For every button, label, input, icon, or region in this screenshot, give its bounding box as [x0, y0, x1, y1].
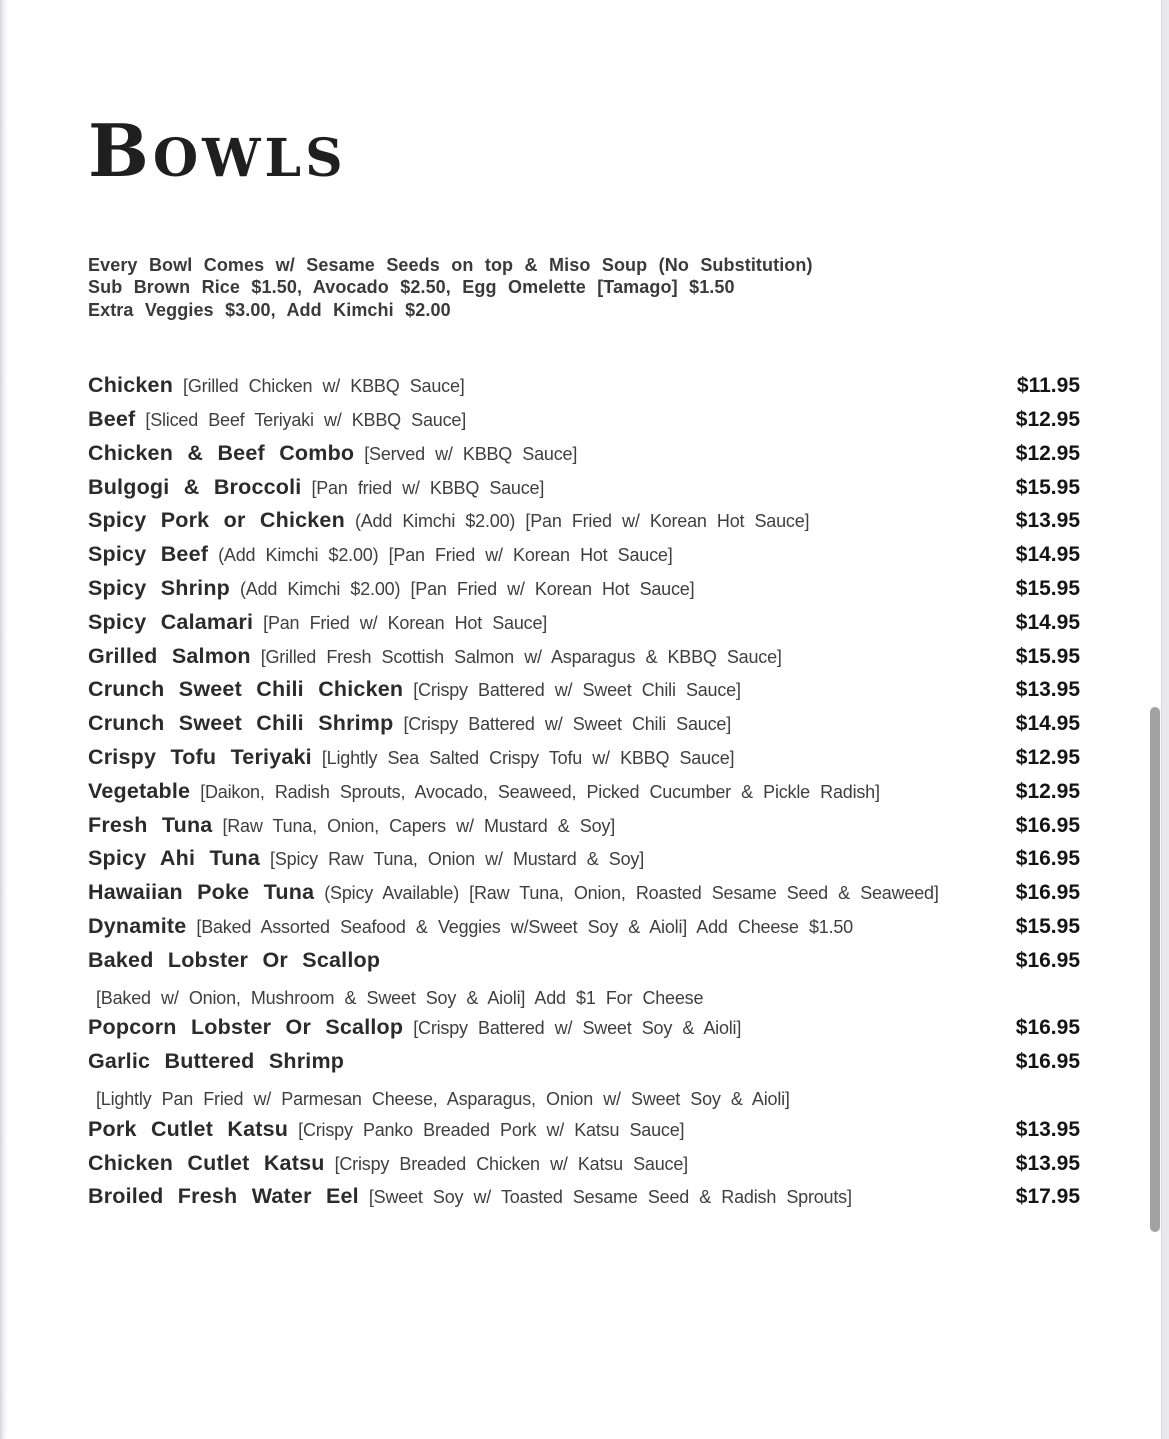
- item-description: (Add Kimchi $2.00) [Pan Fried w/ Korean Hot Sauce]: [240, 579, 695, 599]
- vertical-scrollbar-thumb[interactable]: [1150, 707, 1160, 1232]
- item-name: Chicken: [88, 373, 174, 398]
- item-description: (Spicy Available) [Raw Tuna, Onion, Roasted Sesame Seed & Seaweed]: [324, 883, 939, 904]
- item-name: Crunch Sweet Chili Chicken: [88, 677, 404, 702]
- menu-item-row: [88, 542, 1080, 576]
- item-description: [Raw Tuna, Onion, Capers w/ Mustard & Soy]: [222, 815, 616, 836]
- menu-item-row: [88, 948, 1080, 982]
- menu-item-row: [88, 1117, 1080, 1151]
- menu-item-row: [88, 576, 1080, 610]
- item-name: Pork Cutlet Katsu: [88, 1116, 289, 1141]
- item-name: Vegetable: [88, 778, 191, 803]
- item-description-continued: [Baked w/ Onion, Mushroom & Sweet Soy & Aioli] Add $1 For Cheese: [96, 987, 704, 1008]
- menu-item-row: [88, 508, 1080, 542]
- page-title-initial: B: [88, 108, 153, 193]
- item-name: Chicken & Beef Combo: [88, 440, 355, 465]
- item-price: $16.95: [1015, 881, 1080, 905]
- item-price: $16.95: [1015, 1050, 1080, 1074]
- item-name: Fresh Tuna: [88, 812, 213, 837]
- item-description: [Crispy Battered w/ Sweet Soy & Aioli]: [413, 1018, 742, 1039]
- item-price: $12.95: [1015, 441, 1080, 465]
- item-price: $12.95: [1015, 745, 1080, 769]
- item-description: [Crispy Panko Breaded Pork w/ Katsu Sauce]: [298, 1119, 685, 1140]
- item-description: [Served w/ KBBQ Sauce]: [364, 443, 578, 464]
- item-price: $16.95: [1015, 1016, 1080, 1040]
- menu-item-row: [88, 677, 1080, 711]
- item-name: Dynamite: [88, 913, 187, 938]
- menu-item-row: [88, 610, 1080, 644]
- menu-notes-line: Sub Brown Rice $1.50, Avocado $2.50, Egg Omelette [Tamago] $1.50: [88, 277, 735, 298]
- item-description: [Daikon, Radish Sprouts, Avocado, Seaweed, Picked Cucumber & Pickle Radish]: [200, 781, 880, 802]
- item-name: Crispy Tofu Teriyaki: [88, 744, 312, 769]
- menu-notes-line: Every Bowl Comes w/ Sesame Seeds on top & Miso Soup (No Substitution): [88, 255, 813, 275]
- item-description: [Crispy Battered w/ Sweet Chili Sauce]: [413, 680, 741, 701]
- page-title: [88, 108, 1080, 200]
- menu-item-row: [88, 644, 1080, 678]
- menu-notes: [88, 254, 1080, 321]
- item-description: [Sweet Soy w/ Toasted Sesame Seed & Radish Sprouts]: [368, 1187, 852, 1208]
- menu-item-row: [88, 846, 1080, 880]
- item-description-continued: [Lightly Pan Fried w/ Parmesan Cheese, Asparagus, Onion w/ Sweet Soy & Aioli]: [96, 1088, 790, 1109]
- menu-item-row: [88, 373, 1080, 407]
- item-description: [Spicy Raw Tuna, Onion w/ Mustard & Soy]: [270, 849, 644, 870]
- menu-notes-line: Extra Veggies $3.00, Add Kimchi $2.00: [88, 299, 451, 320]
- menu-item-row: [88, 1049, 1080, 1083]
- menu-item-row: [88, 475, 1080, 509]
- item-description: [Pan fried w/ KBBQ Sauce]: [311, 477, 545, 498]
- item-description: [Baked Assorted Seafood & Veggies w/Sweet Soy & Aioli] Add Cheese $1.50: [196, 916, 853, 937]
- item-name: Hawaiian Poke Tuna: [88, 880, 315, 905]
- item-price: $15.95: [1015, 577, 1080, 600]
- menu-item-row: [88, 1151, 1080, 1185]
- item-price: $16.95: [1015, 813, 1080, 837]
- item-name: Beef: [88, 407, 136, 432]
- item-description: [Sliced Beef Teriyaki w/ KBBQ Sauce]: [145, 410, 467, 431]
- menu-item-row: [88, 1184, 1080, 1218]
- item-description: (Add Kimchi $2.00) [Pan Fried w/ Korean Hot Sauce]: [218, 545, 673, 566]
- page-title-rest: OWLS: [152, 128, 347, 189]
- item-description: (Add Kimchi $2.00) [Pan Fried w/ Korean Hot Sauce]: [354, 511, 810, 532]
- item-price: $16.95: [1015, 948, 1080, 972]
- item-name: Crunch Sweet Chili Shrimp: [88, 711, 394, 736]
- menu-content: [88, 0, 1080, 1218]
- item-name: Grilled Salmon: [88, 643, 251, 668]
- item-name: Popcorn Lobster Or Scallop: [88, 1015, 404, 1040]
- item-name: Spicy Calamari: [88, 609, 254, 634]
- item-description: [Crispy Breaded Chicken w/ Katsu Sauce]: [334, 1153, 688, 1174]
- item-price: $16.95: [1015, 847, 1080, 871]
- item-name: Broiled Fresh Water Eel: [88, 1184, 359, 1209]
- item-price: $13.95: [1015, 1151, 1080, 1175]
- item-description: [Lightly Sea Salted Crispy Tofu w/ KBBQ Sauce]: [321, 747, 735, 768]
- item-price: $14.95: [1015, 712, 1080, 736]
- item-price: $13.95: [1015, 509, 1080, 533]
- item-description: [Grilled Chicken w/ KBBQ Sauce]: [183, 376, 465, 397]
- item-description: [Crispy Battered w/ Sweet Chili Sauce]: [403, 714, 731, 735]
- menu-item-row: [88, 880, 1080, 914]
- item-price: $15.95: [1015, 644, 1080, 668]
- item-price: $17.95: [1015, 1185, 1080, 1209]
- menu-item-row: [88, 441, 1080, 475]
- menu-item-row: [88, 745, 1080, 779]
- item-price: $13.95: [1015, 1117, 1080, 1141]
- item-price: $14.95: [1015, 610, 1080, 634]
- item-price: $12.95: [1015, 779, 1080, 803]
- item-price: $15.95: [1015, 914, 1080, 938]
- page-left-edge: [0, 0, 7, 1439]
- menu-item-row: [88, 407, 1080, 441]
- item-description: [Pan Fried w/ Korean Hot Sauce]: [263, 612, 548, 633]
- menu-item-row: [88, 813, 1080, 847]
- item-description: [Grilled Fresh Scottish Salmon w/ Asparagus & KBBQ Sauce]: [260, 646, 782, 667]
- menu-item-row: [88, 711, 1080, 745]
- item-price: $14.95: [1015, 543, 1080, 567]
- item-name: Bulgogi & Broccoli: [88, 474, 302, 499]
- item-price: $11.95: [1016, 374, 1080, 398]
- item-name: Spicy Beef: [88, 542, 209, 567]
- menu-item-list: [88, 373, 1080, 1218]
- item-name: Baked Lobster Or Scallop: [88, 947, 381, 972]
- item-price: $13.95: [1015, 678, 1080, 702]
- item-name: Spicy Pork or Chicken: [88, 508, 345, 533]
- menu-item-row: [88, 1015, 1080, 1049]
- item-name: Spicy Shrinp: [88, 576, 230, 600]
- menu-item-row: [88, 779, 1080, 813]
- item-price: $12.95: [1015, 408, 1080, 432]
- item-name: Chicken Cutlet Katsu: [88, 1150, 325, 1175]
- item-price: $15.95: [1015, 475, 1080, 499]
- page-right-edge: [1161, 0, 1169, 1439]
- menu-item-row: [88, 914, 1080, 948]
- item-name: Garlic Buttered Shrimp: [88, 1049, 345, 1074]
- item-name: Spicy Ahi Tuna: [88, 846, 261, 871]
